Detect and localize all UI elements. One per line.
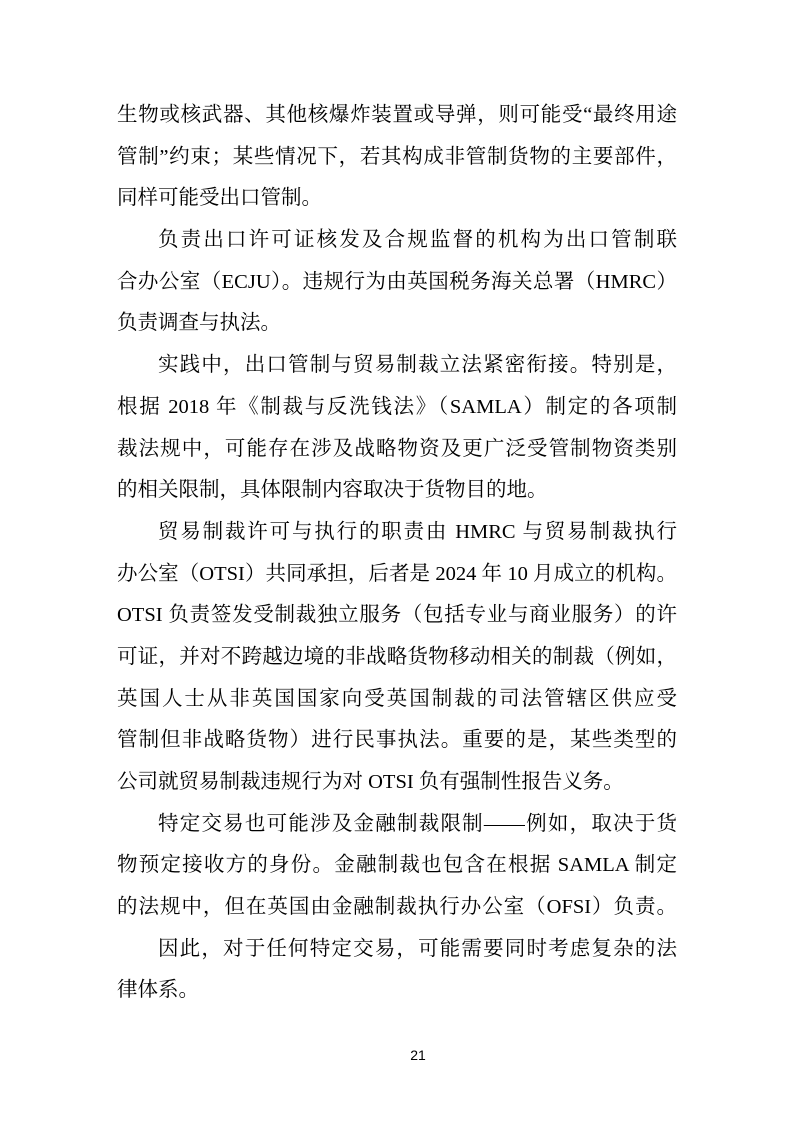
document-body [117,95,677,1012]
text-line: 的法规中，但在英国由金融制裁执行办公室（OFSI）负责。 [117,896,677,919]
text-line: 根据 2018 年《制裁与反洗钱法》（SAMLA）制定的各项制 [117,395,677,418]
text-line: 管制”约束；某些情况下，若其构成非管制货物的主要部件， [117,145,677,168]
text-line: 贸易制裁许可与执行的职责由 HMRC 与贸易制裁执行 [158,520,677,543]
text-line: 同样可能受出口管制。 [117,187,322,210]
paragraph [117,929,677,1012]
text-line: 特定交易也可能涉及金融制裁限制——例如，取决于货 [158,812,677,835]
text-line: 公司就贸易制裁违规行为对 OTSI 负有强制性报告义务。 [117,771,624,793]
paragraph [117,345,677,512]
text-line: 办公室（OTSI）共同承担，后者是 2024 年 10 月成立的机构。 [117,562,677,585]
page-number: 21 [410,1047,426,1063]
paragraph [117,95,677,220]
text-line: 律体系。 [117,979,199,1002]
text-line: 的相关限制，具体限制内容取决于货物目的地。 [117,479,548,502]
text-line: 物预定接收方的身份。金融制裁也包含在根据 SAMLA 制定 [117,854,677,877]
text-line: 生物或核武器、其他核爆炸装置或导弹，则可能受“最终用途 [117,104,677,126]
paragraph [117,220,677,345]
text-line: 负责调查与执法。 [117,312,281,335]
text-line: 实践中，出口管制与贸易制裁立法紧密衔接。特别是， [158,354,677,377]
text-line: 管制但非战略货物）进行民事执法。重要的是，某些类型的 [117,729,677,752]
text-line: 因此，对于任何特定交易，可能需要同时考虑复杂的法 [158,937,677,960]
text-line: 负责出口许可证核发及合规监督的机构为出口管制联 [158,229,677,252]
text-line: 英国人士从非英国国家向受英国制裁的司法管辖区供应受 [117,687,677,710]
paragraph [117,804,677,929]
text-line: 合办公室（ECJU）。违规行为由英国税务海关总署（HMRC） [117,270,677,293]
text-line: 可证，并对不跨越边境的非战略货物移动相关的制裁（例如， [117,645,677,668]
text-line: OTSI 负责签发受制裁独立服务（包括专业与商业服务）的许 [117,604,677,627]
text-line: 裁法规中，可能存在涉及战略物资及更广泛受管制物资类别 [117,437,677,460]
paragraph [117,512,677,804]
